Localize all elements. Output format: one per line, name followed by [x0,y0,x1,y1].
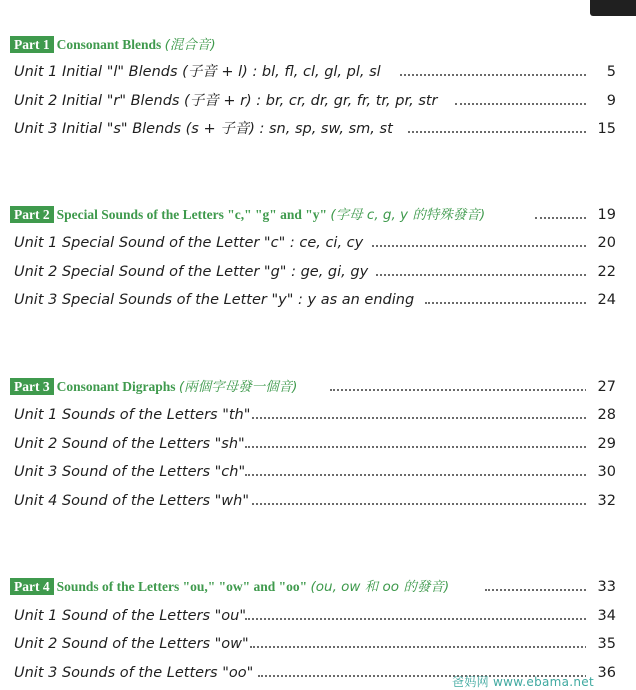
toc-entry[interactable] [0,432,636,456]
part-badge: Part 4 [10,578,54,595]
toc-entry[interactable] [0,60,636,84]
part-title [10,33,219,57]
toc-entry[interactable] [0,460,636,484]
dot-leader [252,503,602,505]
page-number: 24 [586,288,616,312]
part-title [10,375,300,399]
page-number: 35 [586,632,616,656]
dot-leader [372,245,602,247]
corner-tab [590,0,636,16]
page-number: 28 [586,403,616,427]
dot-leader [245,446,602,448]
entry-label: Unit 2 Initial "r" Blends (子音 + r) : br, cr, dr, gr, fr, tr, pr, str [14,89,441,113]
part-badge: Part 1 [10,36,54,53]
entry-label: Unit 1 Initial "l" Blends (子音 + l) : bl, fl, cl, gl, pl, sl [14,60,384,84]
toc-entry[interactable] [0,117,636,141]
part-4-heading[interactable] [0,575,636,599]
part-note: (兩個字母發一個音) [178,379,298,395]
dot-leader [400,74,602,76]
toc-entry[interactable] [0,489,636,513]
watermark-text: 爸妈网 www.ebama.net [452,675,594,689]
page-number: 20 [586,231,616,255]
part-badge: Part 3 [10,378,54,395]
page-number: 33 [586,575,616,599]
entry-label: Unit 3 Special Sounds of the Letter "y" : y as an ending [14,288,417,312]
page-number: 29 [586,432,616,456]
entry-label: Unit 2 Special Sound of the Letter "g" : ge, gi, gy [14,260,371,284]
toc-entry[interactable] [0,231,636,255]
dot-leader [245,618,602,620]
toc-entry[interactable] [0,288,636,312]
dot-leader [330,389,602,391]
page-number: 34 [586,604,616,628]
entry-label: Unit 3 Sounds of the Letters "oo" [14,661,256,685]
dot-leader [245,474,602,476]
page-number: 15 [586,117,616,141]
entry-label: Unit 1 Sounds of the Letters "th" [14,403,253,427]
entry-label: Unit 1 Special Sound of the Letter "c" : ce, ci, cy [14,231,366,255]
part-title-text: Consonant Digraphs [56,379,176,394]
page-number: 27 [586,375,616,399]
page-number: 22 [586,260,616,284]
toc-entry[interactable] [0,260,636,284]
page-number: 19 [586,203,616,227]
part-note: (字母 c, g, y 的特殊發音) [330,207,486,223]
dot-leader [408,131,602,133]
part-title [10,575,452,599]
part-1-heading[interactable] [0,33,636,57]
page-number: 5 [586,60,616,84]
toc-entry[interactable] [0,89,636,113]
part-title [10,203,488,227]
dot-leader [485,589,602,591]
page-number: 30 [586,460,616,484]
entry-label: Unit 1 Sound of the Letters "ou" [14,604,249,628]
part-title-text: Special Sounds of the Letters "c," "g" and "y" [56,207,327,222]
part-title-text: Sounds of the Letters "ou," "ow" and "oo" [56,579,308,594]
toc-entry[interactable] [0,604,636,628]
page-number: 32 [586,489,616,513]
toc-entry[interactable] [0,403,636,427]
part-2-heading[interactable] [0,203,636,227]
entry-label: Unit 4 Sound of the Letters "wh" [14,489,252,513]
entry-label: Unit 2 Sound of the Letters "sh" [14,432,248,456]
page-number: 9 [586,89,616,113]
dot-leader [455,103,602,105]
part-badge: Part 2 [10,206,54,223]
dot-leader [425,302,602,304]
entry-label: Unit 2 Sound of the Letters "ow" [14,632,252,656]
dot-leader [250,646,602,648]
part-title-text: Consonant Blends [56,37,162,52]
part-3-heading[interactable] [0,375,636,399]
dot-leader [376,274,602,276]
dot-leader [252,417,602,419]
part-note: (ou, ow 和 oo 的發音) [310,579,450,595]
entry-label: Unit 3 Sound of the Letters "ch" [14,460,248,484]
part-note: (混合音) [164,37,216,53]
toc-entry[interactable] [0,632,636,656]
entry-label: Unit 3 Initial "s" Blends (s + 子音) : sn, sp, sw, sm, st [14,117,396,141]
page-number: 36 [586,661,616,685]
